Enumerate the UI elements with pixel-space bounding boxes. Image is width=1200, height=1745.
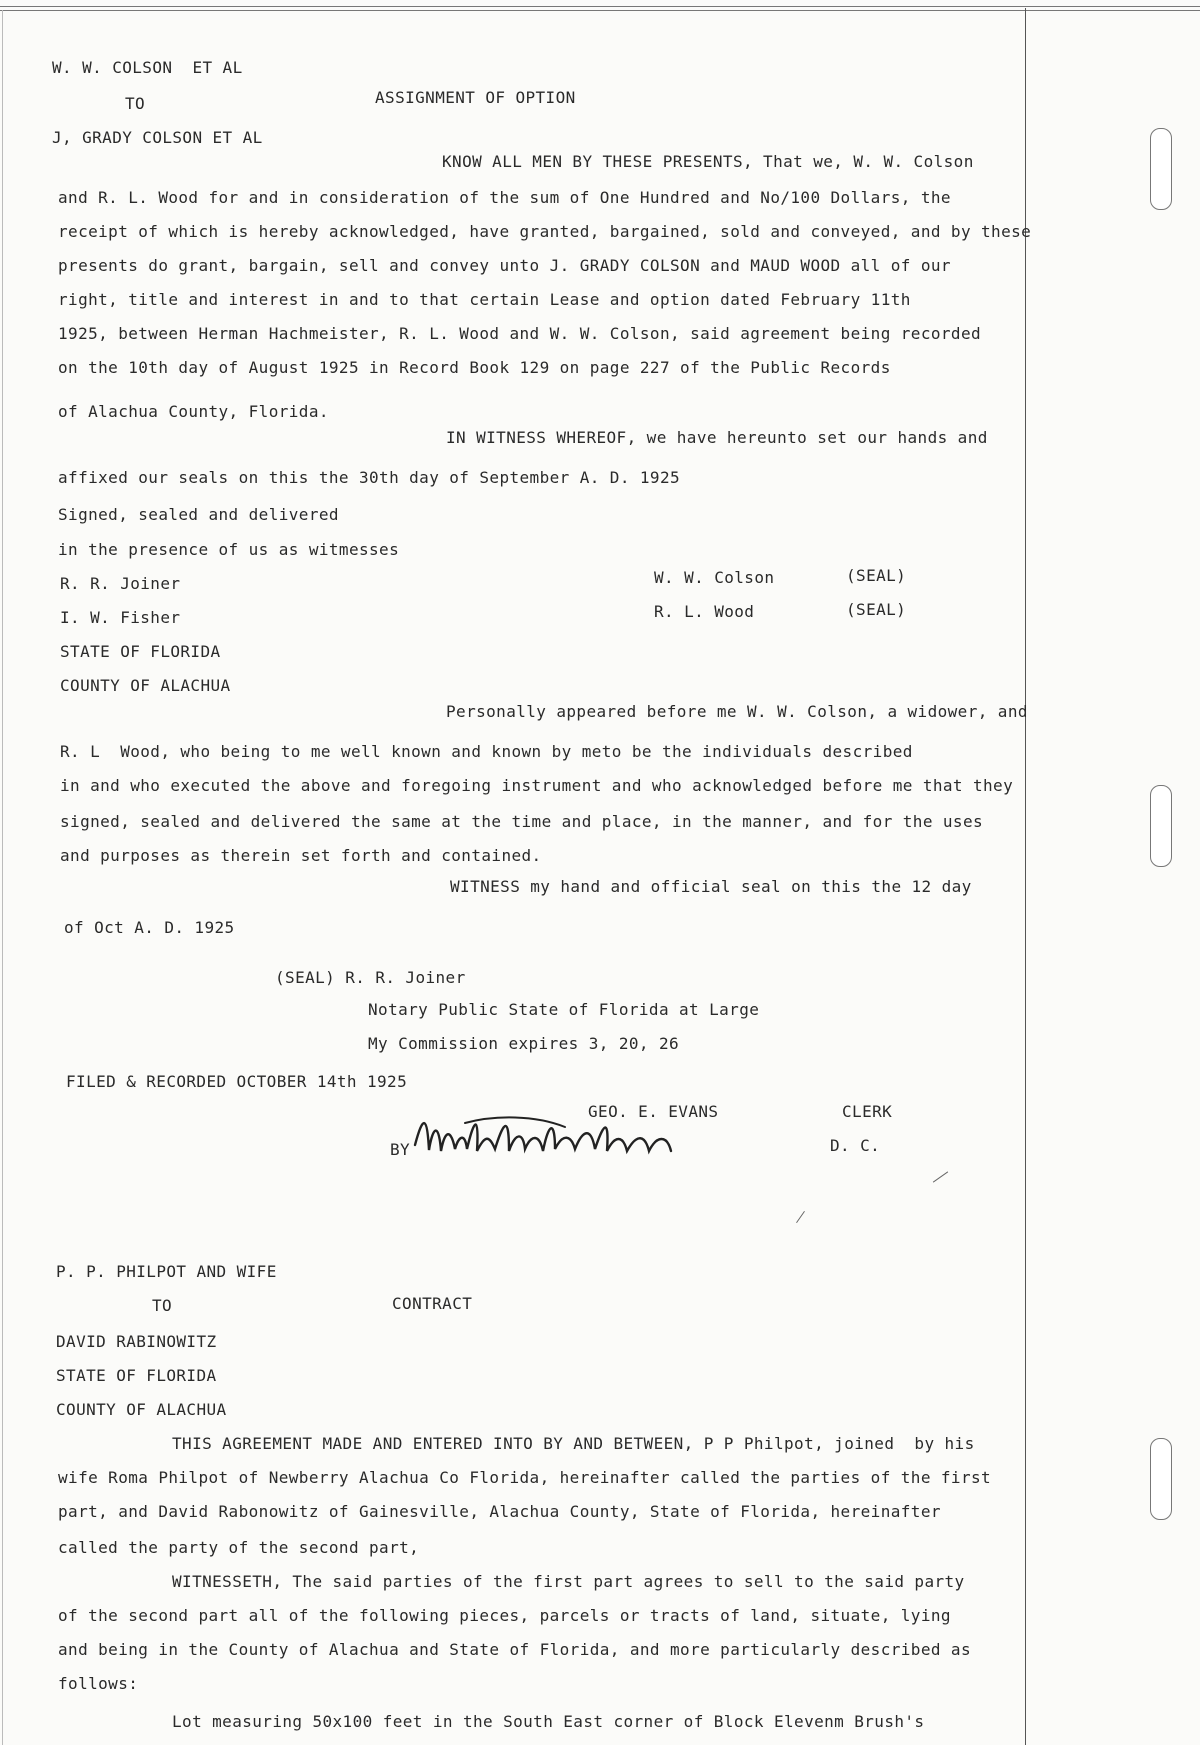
doc2-title: CONTRACT <box>392 1294 473 1313</box>
doc1-dc-label: D. C. <box>830 1136 881 1155</box>
doc1-body-line: 1925, between Herman Hachmeister, R. L. Wood and W. W. Colson, said agreement being recorded <box>58 324 982 343</box>
doc1-header-to: TO <box>125 94 146 113</box>
doc1-body-line: right, title and interest in and to that certain Lease and option dated February 11th <box>58 290 911 309</box>
stray-mark <box>796 1211 805 1223</box>
doc2-body-line: THIS AGREEMENT MADE AND ENTERED INTO BY AND BETWEEN, P P Philpot, joined by his <box>172 1434 975 1453</box>
doc2-venue-county: COUNTY OF ALACHUA <box>56 1400 227 1419</box>
left-edge <box>2 10 3 1745</box>
doc1-body-line: and R. L. Wood for and in consideration of the sum of One Hundred and No/100 Dollars, the <box>58 188 951 207</box>
doc1-notary-commission: My Commission expires 3, 20, 26 <box>368 1034 680 1053</box>
doc2-body-line: Lot measuring 50x100 feet in the South East corner of Block Elevenm Brush's <box>172 1712 925 1731</box>
doc1-signer-name: W. W. Colson <box>654 568 775 587</box>
doc2-body-line: wife Roma Philpot of Newberry Alachua Co Florida, hereinafter called the parties of the first <box>58 1468 992 1487</box>
doc1-ack-line: Personally appeared before me W. W. Colson, a widower, and <box>446 702 1028 721</box>
doc2-body-line: of the second part all of the following pieces, parcels or tracts of land, situate, lying <box>58 1606 951 1625</box>
punch-hole-bottom <box>1150 1438 1172 1520</box>
doc1-venue-county: COUNTY OF ALACHUA <box>60 676 231 695</box>
doc1-filed-recorded: FILED & RECORDED OCTOBER 14th 1925 <box>66 1072 408 1091</box>
doc1-notary-seal: (SEAL) R. R. Joiner <box>275 968 466 987</box>
doc1-witness-clause: IN WITNESS WHEREOF, we have hereunto set our hands and <box>446 428 988 447</box>
doc1-notary-title: Notary Public State of Florida at Large <box>368 1000 760 1019</box>
stray-mark <box>933 1171 948 1182</box>
doc1-witness-clause: affixed our seals on this the 30th day of September A. D. 1925 <box>58 468 681 487</box>
doc1-body-line: receipt of which is hereby acknowledged, have granted, bargained, sold and conveyed, and by these <box>58 222 1032 241</box>
doc2-venue-state: STATE OF FLORIDA <box>56 1366 217 1385</box>
margin-line <box>1025 8 1026 1745</box>
doc1-body-line: KNOW ALL MEN BY THESE PRESENTS, That we, W. W. Colson <box>442 152 974 171</box>
doc1-clerk-title: CLERK <box>842 1102 893 1121</box>
doc1-ack-line: of Oct A. D. 1925 <box>64 918 235 937</box>
doc1-witness-name: R. R. Joiner <box>60 574 181 593</box>
deputy-clerk-signature <box>405 1105 725 1185</box>
doc1-body-line: presents do grant, bargain, sell and convey unto J. GRADY COLSON and MAUD WOOD all of our <box>58 256 951 275</box>
doc2-header-from: P. P. PHILPOT AND WIFE <box>56 1262 277 1281</box>
doc2-body-line: WITNESSETH, The said parties of the first part agrees to sell to the said party <box>172 1572 965 1591</box>
doc2-body-line: and being in the County of Alachua and State of Florida, and more particularly described as <box>58 1640 971 1659</box>
doc1-witness-clause: in the presence of us as witmesses <box>58 540 400 559</box>
doc2-body-line: part, and David Rabonowitz of Gainesville, Alachua County, State of Florida, hereinafter <box>58 1502 941 1521</box>
doc1-signer-seal: (SEAL) <box>846 566 907 585</box>
doc2-header-grantee: DAVID RABINOWITZ <box>56 1332 217 1351</box>
doc2-header-to: TO <box>152 1296 173 1315</box>
doc2-body-line: follows: <box>58 1674 139 1693</box>
doc2-body-line: called the party of the second part, <box>58 1538 420 1557</box>
doc1-ack-line: and purposes as therein set forth and contained. <box>60 846 542 865</box>
doc1-signer-name: R. L. Wood <box>654 602 755 621</box>
doc1-body-line: of Alachua County, Florida. <box>58 402 329 421</box>
doc1-ack-line: R. L Wood, who being to me well known and known by meto be the individuals described <box>60 742 913 761</box>
doc1-ack-line: signed, sealed and delivered the same at the time and place, in the manner, and for the uses <box>60 812 984 831</box>
doc1-witness-clause: Signed, sealed and delivered <box>58 505 339 524</box>
punch-hole-middle <box>1150 785 1172 867</box>
doc1-ack-line: in and who executed the above and foregoing instrument and who acknowledged before me that they <box>60 776 1014 795</box>
doc1-ack-line: WITNESS my hand and official seal on this the 12 day <box>450 877 972 896</box>
doc1-signer-seal: (SEAL) <box>846 600 907 619</box>
punch-hole-top <box>1150 128 1172 210</box>
doc1-by-label: BY <box>390 1140 411 1159</box>
doc1-title: ASSIGNMENT OF OPTION <box>375 88 576 107</box>
doc1-body-line: on the 10th day of August 1925 in Record Book 129 on page 227 of the Public Records <box>58 358 891 377</box>
doc1-venue-state: STATE OF FLORIDA <box>60 642 221 661</box>
doc1-witness-name: I. W. Fisher <box>60 608 181 627</box>
doc1-clerk-name: GEO. E. EVANS <box>588 1102 719 1121</box>
top-rule <box>0 6 1200 11</box>
doc1-header-from: W. W. COLSON ET AL <box>52 58 243 77</box>
doc1-header-grantee: J, GRADY COLSON ET AL <box>52 128 263 147</box>
